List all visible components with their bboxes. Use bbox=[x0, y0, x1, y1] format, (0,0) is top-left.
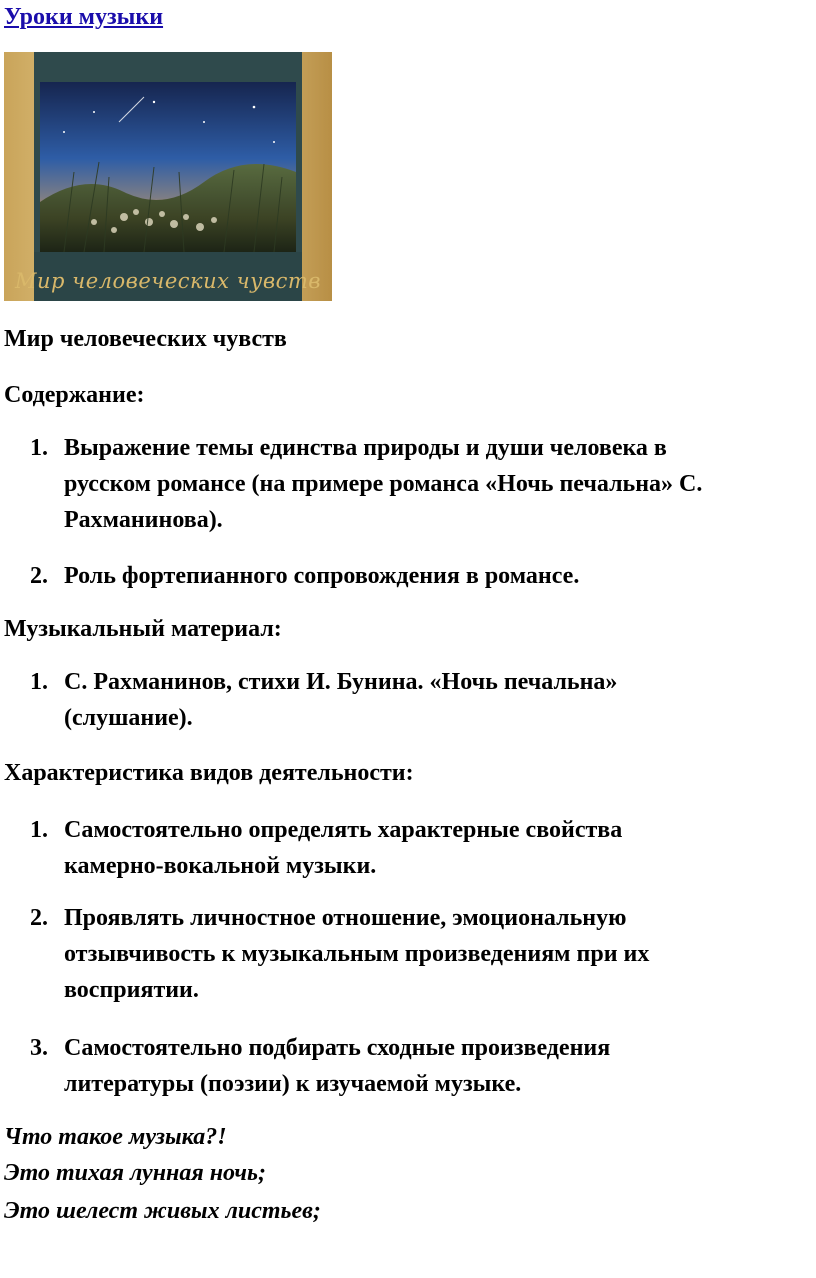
list-text: восприятии. bbox=[64, 977, 199, 1003]
poem-line: Это тихая лунная ночь; bbox=[4, 1160, 266, 1186]
list-number: 1. bbox=[30, 435, 48, 461]
list-number: 2. bbox=[30, 905, 48, 931]
lessons-link[interactable]: Уроки музыки bbox=[4, 4, 164, 30]
list-text: Роль фортепианного сопровождения в романсе. bbox=[64, 563, 580, 589]
illustration-caption: Мир человеческих чувств bbox=[14, 269, 321, 293]
lesson-title: Мир человеческих чувств bbox=[4, 326, 287, 352]
list-text: Проявлять личностное отношение, эмоциональную bbox=[64, 905, 627, 931]
list-number: 2. bbox=[30, 563, 48, 589]
list-text: Самостоятельно подбирать сходные произведения bbox=[64, 1035, 611, 1061]
list-text: Выражение темы единства природы и души человека в bbox=[64, 435, 667, 461]
poem-line: Что такое музыка?! bbox=[4, 1124, 227, 1150]
lesson-illustration bbox=[4, 52, 332, 301]
list-text: литературы (поэзии) к изучаемой музыке. bbox=[64, 1071, 522, 1097]
list-text: отзывчивость к музыкальным произведениям при их bbox=[64, 941, 650, 967]
list-text: русском романсе (на примере романса «Ночь печальна» С. bbox=[64, 471, 703, 497]
material-heading: Музыкальный материал: bbox=[4, 616, 282, 642]
list-number: 1. bbox=[30, 817, 48, 843]
list-text: С. Рахманинов, стихи И. Бунина. «Ночь печальна» bbox=[64, 669, 618, 695]
list-number: 3. bbox=[30, 1035, 48, 1061]
content-heading: Содержание: bbox=[4, 382, 145, 408]
list-text: Рахманинова). bbox=[64, 507, 223, 533]
list-text: Самостоятельно определять характерные свойства bbox=[64, 817, 623, 843]
list-text: камерно-вокальной музыки. bbox=[64, 853, 377, 879]
list-text: (слушание). bbox=[64, 705, 193, 731]
activities-heading: Характеристика видов деятельности: bbox=[4, 760, 414, 786]
night-meadow-picture bbox=[4, 52, 332, 301]
list-number: 1. bbox=[30, 669, 48, 695]
poem-line: Это шелест живых листьев; bbox=[4, 1198, 321, 1224]
